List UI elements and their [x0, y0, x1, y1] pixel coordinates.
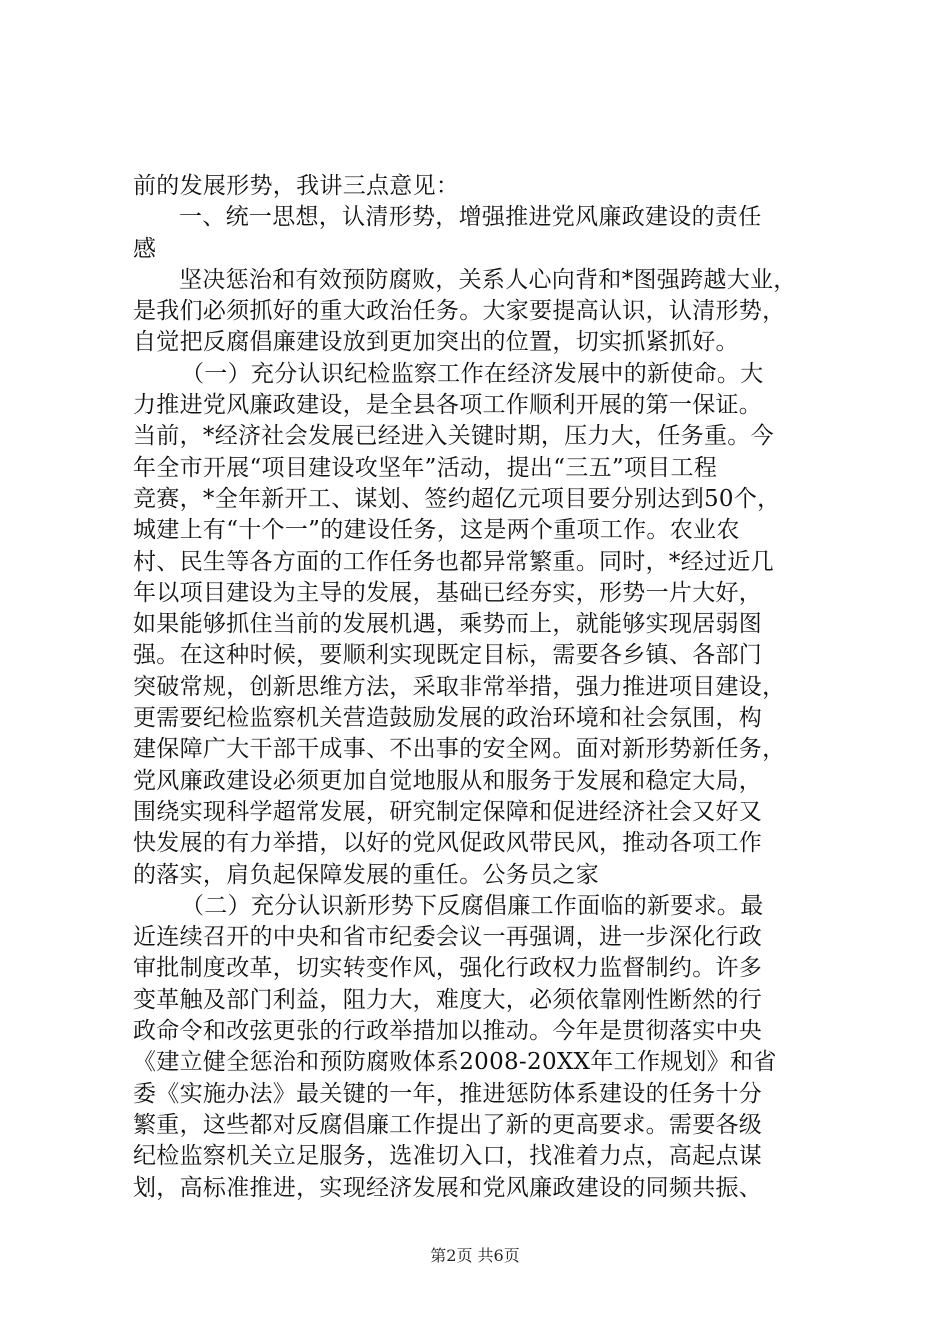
text-line: 审批制度改革，切实转变作风，强化行政权力监督制约。许多: [133, 955, 763, 982]
text-line: 纪检监察机关立足服务，选准切入口，找准着力点，高起点谋: [133, 1143, 763, 1170]
text-line: 快发展的有力举措，以好的党风促政风带民风，推动各项工作: [133, 830, 763, 857]
text-line: 力推进党风廉政建设，是全县各项工作顺利开展的第一保证。: [133, 392, 763, 419]
text-line: 突破常规，创新思维方法，采取非常举措，强力推进项目建设，: [133, 673, 786, 700]
text-line: 更需要纪检监察机关营造鼓励发展的政治环境和社会氛围，构: [133, 705, 763, 732]
text-line: 《建立健全惩治和预防腐败体系2008-20XX年工作规划》和省: [133, 1049, 777, 1076]
text-line: 是我们必须抓好的重大政治任务。大家要提高认识，认清形势，: [133, 298, 786, 325]
text-line: 政命令和改弦更张的行政举措加以推动。今年是贯彻落实中央: [133, 1018, 763, 1045]
text-line: 前的发展形势，我讲三点意见：: [133, 173, 460, 199]
paragraph-start: 坚决惩治和有效预防腐败，关系人心向背和*图强跨越大业，: [179, 266, 797, 293]
text-line: 感: [133, 235, 157, 262]
text-line: 的落实，肩负起保障发展的重任。公务员之家: [133, 861, 599, 888]
text-line: 划，高标准推进，实现经济发展和党风廉政建设的同频共振、: [133, 1174, 763, 1201]
page-number-footer: 第2页 共6页: [430, 1246, 520, 1265]
text-line: 强。在这种时候，要顺利实现既定目标，需要各乡镇、各部门: [133, 642, 763, 669]
text-line: 变革触及部门利益，阻力大，难度大，必须依靠刚性断然的行: [133, 986, 763, 1013]
document-body: [133, 171, 823, 1204]
text-line: 党风廉政建设必须更加自觉地服从和服务于发展和稳定大局，: [133, 767, 763, 794]
text-line: 繁重，这些都对反腐倡廉工作提出了新的更高要求。需要各级: [133, 1111, 763, 1138]
text-line: 委《实施办法》最关键的一年，推进惩防体系建设的任务十分: [133, 1080, 763, 1107]
text-line: 近连续召开的中央和省市纪委会议一再强调，进一步深化行政: [133, 924, 763, 951]
text-line: 围绕实现科学超常发展，研究制定保障和促进经济社会又好又: [133, 798, 763, 825]
text-line: 年全市开展“项目建设攻坚年”活动，提出“三五”项目工程: [133, 454, 718, 481]
section-heading: 一、统一思想，认清形势，增强推进党风廉政建设的责任: [179, 204, 762, 231]
text-line: 竞赛，*全年新开工、谋划、签约超亿元项目要分别达到50个，: [133, 485, 781, 512]
text-line: 年以项目建设为主导的发展，基础已经夯实，形势一片大好，: [133, 579, 763, 606]
subsection-heading: （二）充分认识新形势下反腐倡廉工作面临的新要求。最: [181, 892, 764, 919]
text-line: 如果能够抓住当前的发展机遇，乘势而上，就能够实现居弱图: [133, 611, 763, 638]
text-line: 建保障广大干部干成事、不出事的安全网。面对新形势新任务，: [133, 736, 786, 763]
text-line: 自觉把反腐倡廉建设放到更加突出的位置，切实抓紧抓好。: [133, 329, 739, 356]
text-line: 村、民生等各方面的工作任务也都异常繁重。同时，*经过近几: [133, 548, 774, 575]
text-line: 当前，*经济社会发展已经进入关键时期，压力大，任务重。今: [133, 423, 774, 450]
text-line: 城建上有“十个一”的建设任务，这是两个重项工作。农业农: [133, 517, 740, 544]
subsection-heading: （一）充分认识纪检监察工作在经济发展中的新使命。大: [181, 360, 764, 387]
